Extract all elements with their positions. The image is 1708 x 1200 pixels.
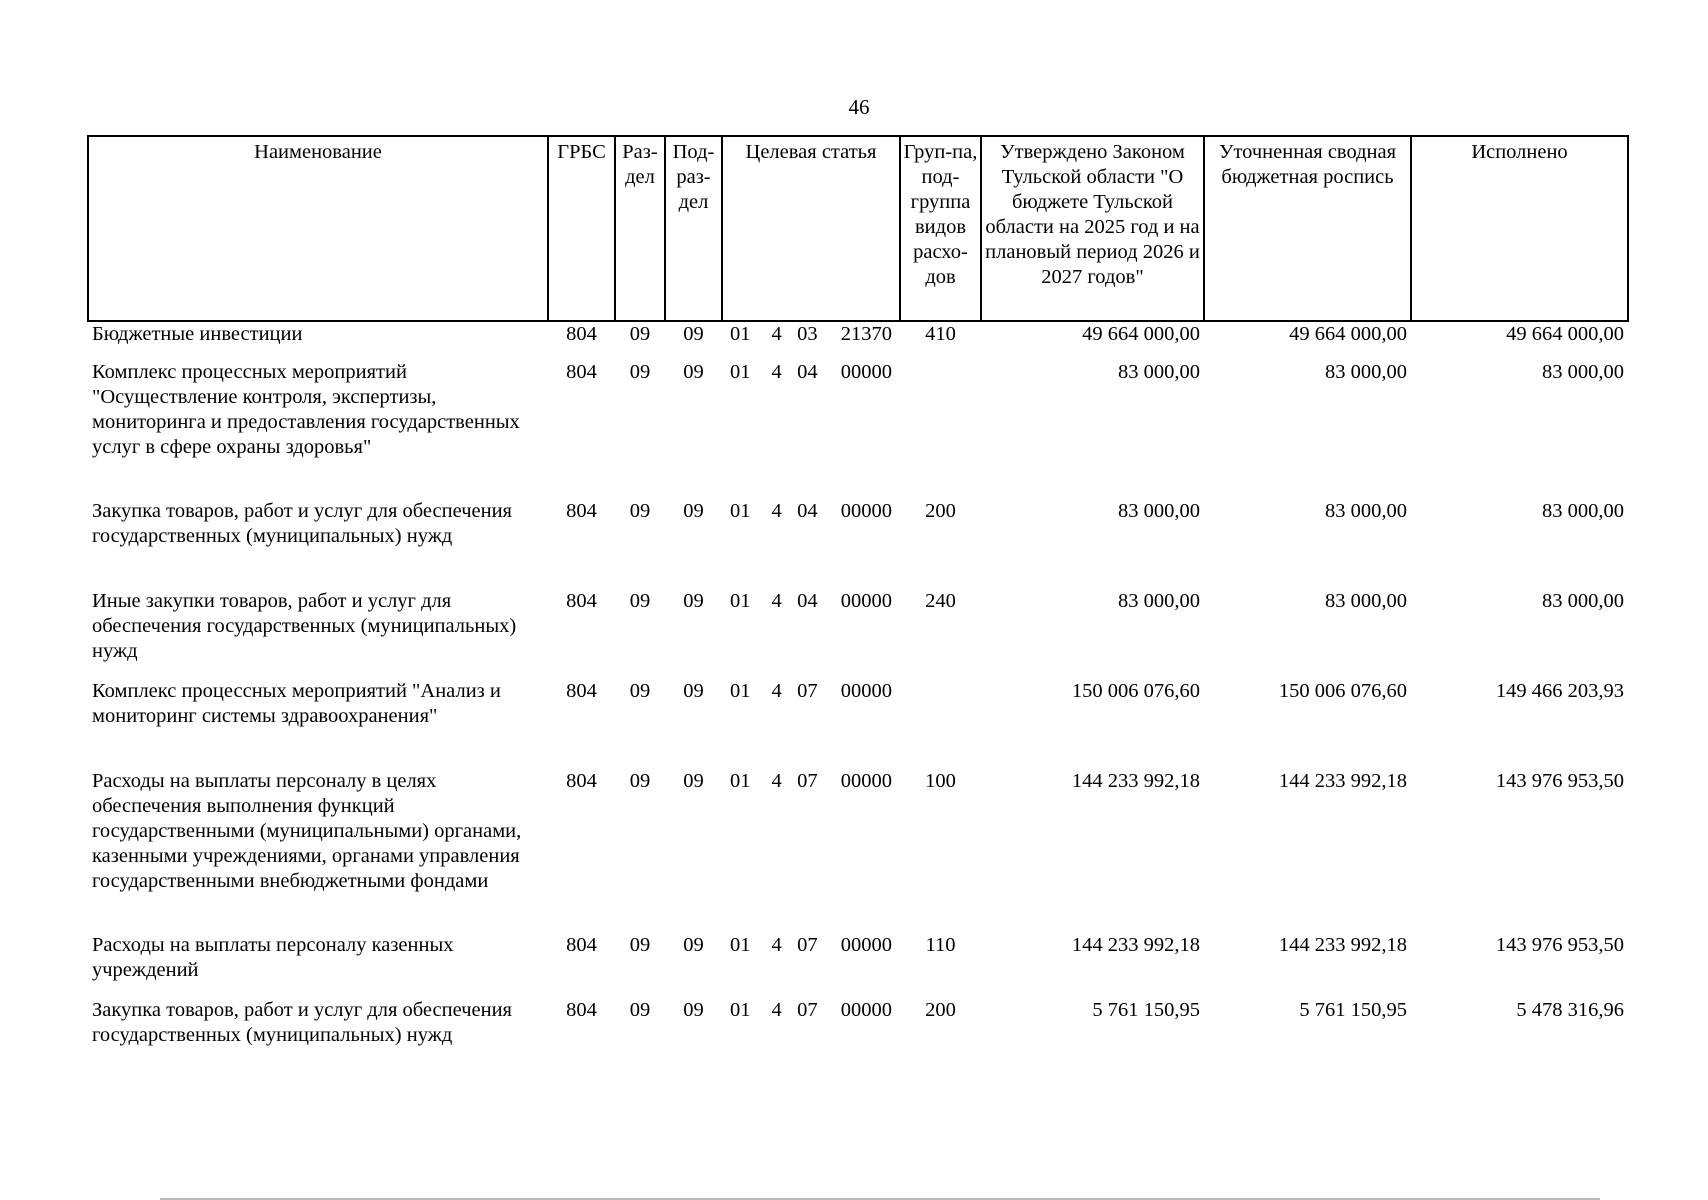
row-razdel: 09 <box>629 999 651 1021</box>
target-type: 4 <box>771 361 782 383</box>
row-razdel: 09 <box>629 680 651 702</box>
row-executed: 143 976 953,50 <box>1495 934 1624 956</box>
target-type: 4 <box>771 500 782 522</box>
row-group: 240 <box>925 590 956 612</box>
row-grbs: 804 <box>566 500 597 522</box>
row-razdel: 09 <box>629 361 651 383</box>
row-grbs: 804 <box>566 999 597 1021</box>
row-refined: 144 233 992,18 <box>1278 934 1407 956</box>
row-approved: 144 233 992,18 <box>1071 770 1200 792</box>
target-complex: 07 <box>797 770 818 792</box>
target-type: 4 <box>771 999 782 1021</box>
row-name: Бюджетные инвестиции <box>92 323 303 345</box>
target-type: 4 <box>771 934 782 956</box>
header-razdel: Раз-дел <box>615 136 665 321</box>
row-executed: 83 000,00 <box>1542 361 1624 383</box>
header-refined: Уточненная сводная бюджетная роспись <box>1204 136 1411 321</box>
row-executed: 149 466 203,93 <box>1495 680 1624 702</box>
target-type: 4 <box>771 680 782 702</box>
row-approved: 83 000,00 <box>1118 500 1200 522</box>
target-type: 4 <box>771 323 782 345</box>
row-executed: 49 664 000,00 <box>1506 323 1624 345</box>
table-row <box>88 589 1628 679</box>
row-razdel: 09 <box>629 770 651 792</box>
target-program: 01 <box>730 361 751 383</box>
row-podrazdel: 09 <box>683 590 704 612</box>
target-complex: 04 <box>797 361 818 383</box>
row-grbs: 804 <box>566 323 597 345</box>
row-razdel: 09 <box>629 934 651 956</box>
row-razdel: 09 <box>629 590 651 612</box>
row-group <box>900 360 981 499</box>
row-podrazdel: 09 <box>683 323 704 345</box>
header-approved: Утверждено Законом Тульской области "О бюджете Тульской области на 2025 год и на плановый период 2026 и 2027 годов" <box>981 136 1204 321</box>
target-direction: 00000 <box>840 680 892 702</box>
row-refined: 144 233 992,18 <box>1278 770 1407 792</box>
row-group: 110 <box>925 934 956 956</box>
target-program: 01 <box>730 770 751 792</box>
target-complex: 04 <box>797 590 818 612</box>
row-approved: 83 000,00 <box>1118 361 1200 383</box>
target-direction: 00000 <box>840 770 892 792</box>
row-name: Комплекс процессных мероприятий "Осуществление контроля, экспертизы, мониторинга и предоставления государственных услуг в сфере охраны здоровья" <box>92 361 520 458</box>
target-program: 01 <box>730 680 751 702</box>
row-grbs: 804 <box>566 770 597 792</box>
row-grbs: 804 <box>566 680 597 702</box>
table-row <box>88 360 1628 499</box>
target-program: 01 <box>730 999 751 1021</box>
row-grbs: 804 <box>566 590 597 612</box>
row-executed: 83 000,00 <box>1542 590 1624 612</box>
row-podrazdel: 09 <box>683 999 704 1021</box>
row-podrazdel: 09 <box>683 361 704 383</box>
row-name: Закупка товаров, работ и услуг для обеспечения государственных (муниципальных) нужд <box>92 500 512 547</box>
row-executed: 143 976 953,50 <box>1495 770 1624 792</box>
target-type: 4 <box>771 590 782 612</box>
row-refined: 83 000,00 <box>1325 500 1407 522</box>
row-grbs: 804 <box>566 934 597 956</box>
target-complex: 03 <box>797 323 818 345</box>
row-approved: 49 664 000,00 <box>1082 323 1200 345</box>
row-name: Расходы на выплаты персоналу в целях обеспечения выполнения функций государственными (муниципальными) органами, казенными учреждениями, органами управления государственными внебюджетными фондами <box>92 770 522 892</box>
header-grbs: ГРБС <box>548 136 615 321</box>
row-podrazdel: 09 <box>683 500 704 522</box>
row-razdel: 09 <box>629 500 651 522</box>
row-approved: 83 000,00 <box>1118 590 1200 612</box>
row-refined: 150 006 076,60 <box>1278 680 1407 702</box>
target-program: 01 <box>730 590 751 612</box>
row-approved: 5 761 150,95 <box>1092 999 1200 1021</box>
row-name: Закупка товаров, работ и услуг для обеспечения государственных (муниципальных) нужд <box>92 999 512 1046</box>
row-target <box>722 769 900 933</box>
table-row <box>88 769 1628 933</box>
row-refined: 83 000,00 <box>1325 361 1407 383</box>
target-direction: 00000 <box>840 361 892 383</box>
table-row <box>88 499 1628 589</box>
target-program: 01 <box>730 323 751 345</box>
target-complex: 07 <box>797 680 818 702</box>
row-executed: 5 478 316,96 <box>1516 999 1624 1021</box>
row-group: 200 <box>925 999 956 1021</box>
target-direction: 21370 <box>840 323 892 345</box>
row-refined: 49 664 000,00 <box>1289 323 1407 345</box>
table-header-row <box>88 136 1628 321</box>
row-executed: 83 000,00 <box>1542 500 1624 522</box>
header-name: Наименование <box>88 136 548 321</box>
row-target <box>722 679 900 769</box>
target-direction: 00000 <box>840 999 892 1021</box>
row-group: 100 <box>925 770 956 792</box>
row-refined: 83 000,00 <box>1325 590 1407 612</box>
row-target <box>722 321 900 360</box>
target-complex: 04 <box>797 500 818 522</box>
header-group: Груп-па, под-группа видов расхо-дов <box>900 136 981 321</box>
target-type: 4 <box>771 770 782 792</box>
target-program: 01 <box>730 500 751 522</box>
row-refined: 5 761 150,95 <box>1299 999 1407 1021</box>
page-number: 46 <box>848 95 870 119</box>
row-target <box>722 933 900 998</box>
row-target <box>722 360 900 499</box>
row-razdel: 09 <box>629 323 651 345</box>
row-name: Иные закупки товаров, работ и услуг для обеспечения государственных (муниципальных) нужд <box>92 590 517 662</box>
header-podrazdel: Под-раз-дел <box>665 136 722 321</box>
table-row <box>88 998 1628 1078</box>
row-grbs: 804 <box>566 361 597 383</box>
row-name: Комплекс процессных мероприятий "Анализ и мониторинг системы здравоохранения" <box>92 680 501 727</box>
row-group <box>900 679 981 769</box>
row-name: Расходы на выплаты персоналу казенных учреждений <box>92 934 454 981</box>
target-program: 01 <box>730 934 751 956</box>
row-podrazdel: 09 <box>683 680 704 702</box>
header-executed: Исполнено <box>1411 136 1628 321</box>
table-row <box>88 933 1628 998</box>
target-direction: 00000 <box>840 500 892 522</box>
row-group: 200 <box>925 500 956 522</box>
target-direction: 00000 <box>840 934 892 956</box>
row-approved: 150 006 076,60 <box>1071 680 1200 702</box>
table-row <box>88 321 1628 360</box>
row-podrazdel: 09 <box>683 934 704 956</box>
table-row <box>88 679 1628 769</box>
target-complex: 07 <box>797 999 818 1021</box>
row-approved: 144 233 992,18 <box>1071 934 1200 956</box>
row-target <box>722 998 900 1078</box>
row-group: 410 <box>925 323 956 345</box>
row-target <box>722 499 900 589</box>
budget-table <box>87 135 1629 1078</box>
target-complex: 07 <box>797 934 818 956</box>
row-podrazdel: 09 <box>683 770 704 792</box>
target-direction: 00000 <box>840 590 892 612</box>
row-target <box>722 589 900 679</box>
header-target: Целевая статья <box>722 136 900 321</box>
